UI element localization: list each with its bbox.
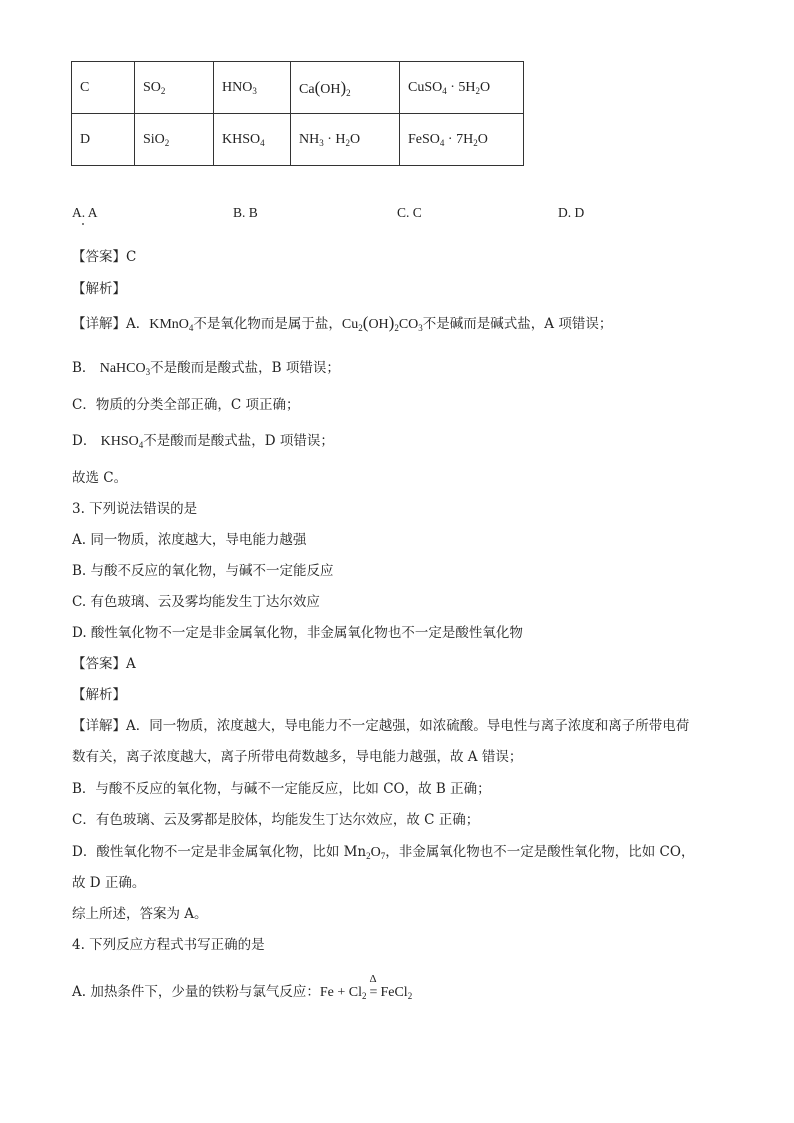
q3-option-d: D. 酸性氧化物不一定是非金属氧化物，非金属氧化物也不一定是酸性氧化物 — [72, 625, 523, 641]
detail-text: 不是碱而是碱式盐，A 项错误； — [422, 316, 613, 332]
acid-oxide-cell: SiO$_2$ — [135, 114, 214, 166]
question-4-stem: 4. 下列反应方程式书写正确的是 — [72, 937, 265, 953]
q3-option-c: C. 有色玻璃、云及雾均能发生丁达尔效应 — [72, 594, 320, 610]
detail-line-c: C．物质的分类全部正确，C 项正确； — [72, 397, 300, 413]
detail-text: 不是酸而是酸式盐，D 项错误； — [143, 433, 334, 449]
q3-option-a: A. 同一物质，浓度越大，导电能力越强 — [72, 532, 307, 548]
q3-detail-b: B．与酸不反应的氧化物，与碱不一定能反应，比如 CO，故 B 正确； — [72, 781, 491, 797]
analysis-label: 【解析】 — [72, 281, 126, 297]
dot-mark — [82, 223, 84, 225]
q3-detail-c: C．有色玻璃、云及雾都是胶体，均能发生丁达尔效应，故 C 正确； — [72, 812, 480, 828]
table-row — [72, 62, 524, 114]
conclusion: 故选 C。 — [72, 470, 128, 486]
detail-text: D．酸性氧化物不一定是非金属氧化物，比如 Mn — [72, 844, 367, 860]
q3-detail-2: 数有关，离子浓度越大，离子所带电荷数越多，导电能力越强，故 A 错误； — [72, 749, 523, 765]
detail-prefix: B． — [72, 360, 96, 376]
option-d: D. D — [558, 205, 585, 220]
detail-prefix: D． — [72, 433, 97, 449]
q4-option-a — [72, 973, 413, 1001]
option-a: A. A — [72, 205, 98, 220]
q3-detail-1: 【详解】A．同一物质，浓度越大，导电能力不一定越强，如浓硫酸。导电性与离子浓度和离子所带电荷 — [72, 718, 690, 734]
classification-table — [71, 61, 524, 166]
base-cell: $NH_3 \cdot H_2O$ — [291, 114, 400, 166]
acid-oxide-cell: $SO_2$ — [135, 62, 214, 114]
q3-analysis-label: 【解析】 — [72, 687, 126, 703]
equation: $Fe + Cl_2$ Δ = FeCl$_2$ — [319, 973, 413, 1001]
salt-cell: CuSO$_4$ · $5H_2O$ — [400, 62, 524, 114]
answer-label: 【答案】C — [72, 249, 137, 265]
formula-kmno4: KMnO$_4$ — [149, 317, 194, 333]
detail-text: 不是氧化物而是属于盐， — [193, 316, 342, 332]
heat-arrow: Δ = — [369, 973, 378, 1000]
formula-mn2o7: $_2O_7$ — [366, 845, 386, 861]
option-c: C. C — [397, 205, 422, 220]
table-row — [72, 114, 524, 166]
base-cell: $Ca(OH)_2$ — [291, 62, 400, 114]
q3-detail-d1 — [72, 840, 694, 861]
formula-cu2oh2co3: $Cu_2(OH)_2CO_3$ — [341, 313, 423, 333]
acid-cell: $KHSO_4$ — [214, 114, 291, 166]
detail-line-a — [72, 312, 612, 333]
option-b: B. B — [233, 205, 258, 220]
q3-option-b: B. 与酸不反应的氧化物，与碱不一定能反应 — [72, 563, 334, 579]
delta-symbol: Δ — [369, 973, 377, 985]
detail-prefix: 【详解】A． — [72, 316, 150, 332]
row-label: D — [72, 114, 135, 166]
salt-cell: FeSO$_4$ · $7H_2O$ — [400, 114, 524, 166]
option-text: A. 加热条件下，少量的铁粉与氯气反应： — [72, 984, 320, 1000]
q3-answer-label: 【答案】A — [72, 656, 136, 672]
q3-summary: 综上所述，答案为 A。 — [72, 906, 208, 922]
row-label: C — [72, 62, 135, 114]
detail-text: ，非金属氧化物也不一定是酸性氧化物，比如 CO， — [385, 844, 695, 860]
detail-line-d — [72, 429, 334, 450]
formula-khso4: $KHSO_4$ — [100, 434, 144, 450]
acid-cell: $HNO_3$ — [214, 62, 291, 114]
formula-nahco3: NaHCO$_3$ — [99, 361, 151, 377]
q3-detail-d2: 故 D 正确。 — [72, 875, 146, 891]
detail-text: 不是酸而是酸式盐，B 项错误； — [150, 360, 340, 376]
question-3-stem: 3. 下列说法错误的是 — [72, 501, 198, 517]
detail-line-b — [72, 356, 340, 377]
